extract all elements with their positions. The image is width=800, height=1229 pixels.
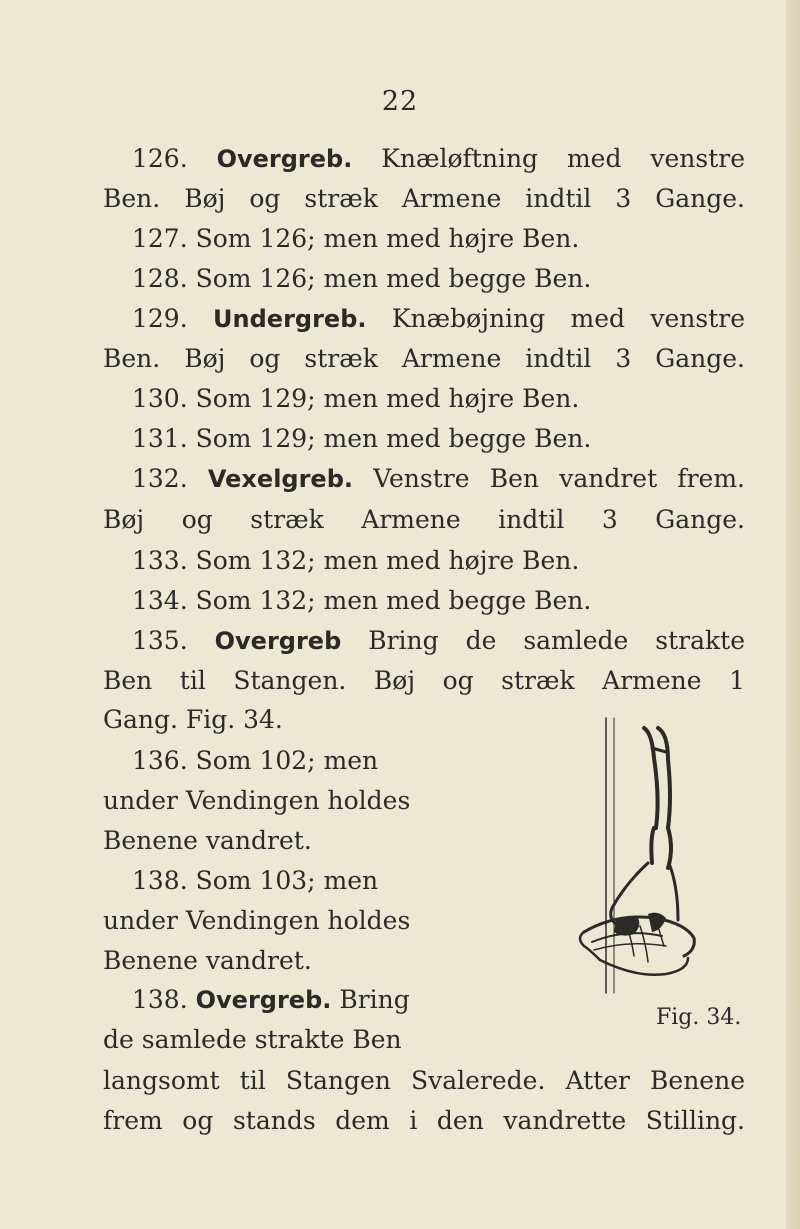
exercise-number: 128. (132, 264, 188, 293)
exercise-number: 132. (132, 464, 188, 493)
grip-name: Overgreb. (216, 145, 353, 173)
line-text: Som 132; men med begge Ben. (195, 586, 592, 615)
line-text: Ben. Bøj og stræk Armene indtil 3 Gange. (103, 184, 745, 213)
exercise-number: 130. (132, 384, 188, 413)
line-text: Bøj og stræk Armene indtil 3 Gange. (103, 505, 745, 534)
line-text: Som 126; men med begge Ben. (195, 264, 592, 293)
line-text: Knæløftning med venstre (381, 144, 745, 173)
text-line (103, 826, 312, 856)
text-line (132, 866, 378, 896)
line-text: Bring de samlede strakte (368, 626, 746, 655)
page-edge (786, 0, 800, 1229)
text-line (103, 1025, 402, 1055)
line-text: Som 132; men med højre Ben. (195, 546, 580, 575)
text-line (103, 1066, 745, 1096)
exercise-number: 134. (132, 586, 188, 615)
exercise-number: 126. (132, 144, 188, 173)
text-line (132, 224, 579, 254)
grip-name: Undergreb. (213, 305, 367, 333)
line-text: Som 129; men med højre Ben. (195, 384, 580, 413)
line-text: under Vendingen holdes (103, 906, 411, 935)
exercise-number: 138. (132, 985, 188, 1014)
text-line (132, 586, 591, 616)
text-line (132, 264, 591, 294)
text-line (132, 985, 410, 1015)
line-text: Venstre Ben vandret frem. (373, 464, 745, 493)
text-line (103, 786, 410, 816)
line-text: Benene vandret. (103, 826, 312, 855)
text-line (103, 344, 745, 374)
line-text: langsomt til Stangen Svalerede. Atter Benene (103, 1066, 745, 1095)
line-text: Ben til Stangen. Bøj og stræk Armene 1 (103, 666, 745, 695)
line-text: Bring (339, 985, 410, 1014)
line-text: frem og stands dem i den vandrette Stilling. (103, 1106, 745, 1135)
line-text: Som 129; men med begge Ben. (195, 424, 592, 453)
exercise-number: 136. (132, 746, 188, 775)
line-text: Ben. Bøj og stræk Armene indtil 3 Gange. (103, 344, 745, 373)
text-line (103, 946, 312, 976)
line-text: de samlede strakte Ben (103, 1025, 402, 1054)
line-text: Som 126; men med højre Ben. (195, 224, 580, 253)
text-line (132, 384, 579, 414)
text-line (132, 304, 745, 334)
grip-name: Vexelgreb. (207, 465, 354, 493)
text-line (132, 464, 745, 494)
text-line (103, 1106, 745, 1136)
exercise-number: 138. (132, 866, 188, 895)
line-text: Gang. Fig. 34. (103, 705, 283, 734)
exercise-number: 135. (132, 626, 188, 655)
text-line (103, 906, 410, 936)
grip-name: Overgreb (214, 627, 342, 655)
line-text: under Vendingen holdes (103, 786, 411, 815)
exercise-number: 127. (132, 224, 188, 253)
text-line (132, 144, 745, 174)
exercise-number: 129. (132, 304, 188, 333)
text-line (103, 184, 745, 214)
exercise-number: 133. (132, 546, 188, 575)
text-line (103, 705, 283, 735)
grip-name: Overgreb. (195, 986, 332, 1014)
text-line (132, 546, 579, 576)
exercise-number: 131. (132, 424, 188, 453)
text-line (132, 626, 745, 656)
page-number: 22 (381, 86, 419, 117)
line-text: Som 103; men (195, 866, 379, 895)
text-line (103, 505, 745, 535)
figure-caption: Fig. 34. (656, 1005, 742, 1030)
text-line (132, 746, 378, 776)
figure-illustration (556, 688, 736, 1014)
gymnast-on-bar-illustration (556, 688, 736, 1014)
line-text: Som 102; men (195, 746, 379, 775)
line-text: Benene vandret. (103, 946, 312, 975)
line-text: Knæbøjning med venstre (391, 304, 745, 333)
text-line (132, 424, 591, 454)
